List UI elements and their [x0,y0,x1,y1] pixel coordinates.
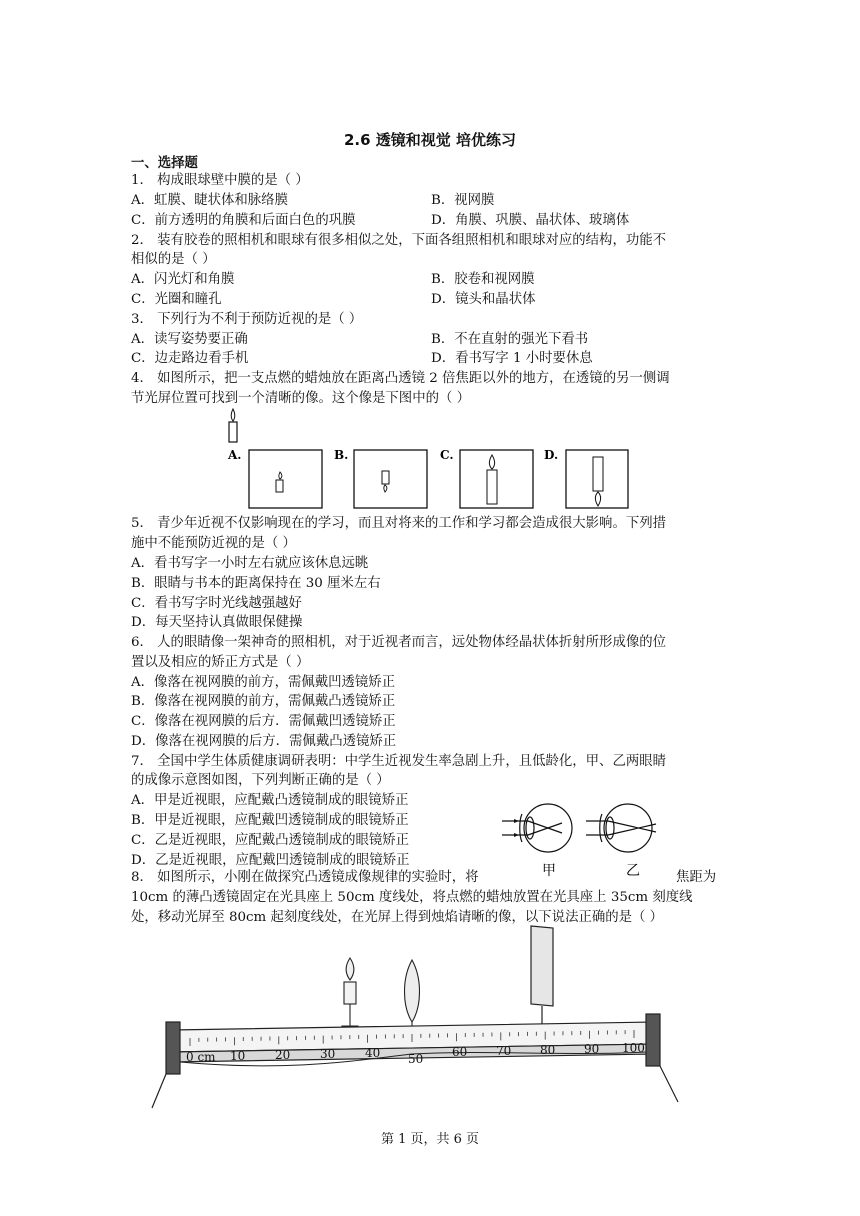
q4-label-d: D. [544,448,559,462]
eye-jia-icon [502,804,572,852]
q3-option-b[interactable]: B．不在直射的强光下看书 [431,332,589,347]
q2-option-a[interactable]: A．闪光灯和角膜 [131,272,235,287]
q3-option-a[interactable]: A．读写姿势要正确 [131,332,248,347]
page-title: 2.6 透镜和视觉 培优练习 [343,131,517,149]
q5-stem-line1: 5． 青少年近视不仅影响现在的学习，而且对将来的工作和学习都会造成很大影响。下列措 [131,516,667,531]
q6-option-a[interactable]: A．像落在视网膜的前方，需佩戴凹透镜矫正 [131,675,396,690]
q8-stem-line2: 10cm 的薄凸透镜固定在光具座上 50cm 度线处，将点燃的蜡烛放置在光具座上 35cm 刻度线 [131,890,693,905]
eye-yi-icon [586,804,656,852]
q2-option-c[interactable]: C．光圈和瞳孔 [131,292,222,307]
q4-label-c: C. [440,448,454,462]
page-footer: 第 1 页，共 6 页 [380,1132,480,1147]
ruler-label-20: 20 [275,1048,291,1062]
q4-option-d-image[interactable] [566,450,628,508]
q4-label-a: A. [228,448,242,462]
q7-stem-line1: 7． 全国中学生体质健康调研表明：中学生近视发生率急剧上升，且低龄化，甲、乙两眼睛 [131,754,667,769]
q2-option-d[interactable]: D．镜头和晶状体 [431,292,536,307]
q7-option-a[interactable]: A．甲是近视眼，应配戴凸透镜制成的眼镜矫正 [131,793,409,808]
q7-option-d[interactable]: D．乙是近视眼，应配戴凹透镜制成的眼镜矫正 [131,853,410,868]
q8-stem-line1b: 焦距为 [676,870,717,885]
ruler-label-10: 10 [230,1049,246,1063]
q4-option-a-image[interactable] [249,450,322,508]
q6-stem-line2: 置以及相应的矫正方式是（ ） [131,655,310,670]
q8-optical-bench-figure [150,922,680,1112]
q7-stem-line2: 的成像示意图如图，下列判断正确的是（ ） [131,773,390,788]
q4-candle-figure [220,405,640,513]
q5-option-d[interactable]: D．每天坚持认真做眼保健操 [131,615,303,630]
q4-option-b-image[interactable] [354,450,427,508]
ruler-label-40: 40 [365,1046,381,1060]
ruler-label-30: 30 [320,1047,336,1061]
q6-stem-line1: 6． 人的眼睛像一架神奇的照相机，对于近视者而言，远处物体经晶状体折射所形成像的位 [131,635,667,650]
q5-option-c[interactable]: C．看书写字时光线越强越好 [131,596,302,611]
q5-option-b[interactable]: B．眼睛与书本的距离保持在 30 厘米左右 [131,576,381,591]
ruler-label-80: 80 [540,1043,556,1057]
q5-option-a[interactable]: A．看书写字一小时左右就应该休息远眺 [131,556,369,571]
ruler-label-50: 50 [408,1052,424,1066]
section-heading: 一、选择题 [131,156,198,171]
ruler-label-90: 90 [584,1042,600,1056]
ruler-label-100: 100 [622,1041,645,1055]
ruler-label-70: 70 [496,1044,512,1058]
q8-stem-line3: 处，移动光屏至 80cm 起刻度线处，在光屏上得到烛焰请晰的像，以下说法正确的是（ ） [131,910,664,925]
q6-option-b[interactable]: B．像落在视网膜的前方，需佩戴凸透镜矫正 [131,694,396,709]
ruler-label-0: 0 cm [186,1050,216,1064]
reference-candle-icon [229,409,237,442]
q4-option-c-image[interactable] [460,450,533,508]
q7-option-b[interactable]: B．甲是近视眼，应配戴凹透镜制成的眼镜矫正 [131,813,409,828]
q7-option-c[interactable]: C．乙是近视眼，应配戴凸透镜制成的眼镜矫正 [131,833,410,848]
eye-label-jia: 甲 [542,863,556,879]
q3-option-c[interactable]: C．边走路边看手机 [131,351,249,366]
eye-label-yi: 乙 [626,863,640,879]
ruler-label-60: 60 [452,1045,468,1059]
q3-stem: 3． 下列行为不利于预防近视的是（ ） [131,312,363,327]
q6-option-c[interactable]: C．像落在视网膜的后方．需佩戴凹透镜矫正 [131,714,396,729]
q8-stem-line1a: 8． 如图所示，小刚在做探究凸透镜成像规律的实验时，将 [131,870,479,885]
q1-option-a[interactable]: A．虹膜、睫状体和脉络膜 [131,193,288,208]
q6-option-d[interactable]: D．像落在视网膜的后方．需佩戴凸透镜矫正 [131,734,397,749]
q1-option-d[interactable]: D．角膜、巩膜、晶状体、玻璃体 [431,213,630,228]
q4-stem-line1: 4． 如图所示，把一支点燃的蜡烛放在距离凸透镜 2 倍焦距以外的地方，在透镜的另一侧调 [131,371,670,386]
q2-stem-line2: 相似的是（ ） [131,252,216,267]
q4-stem-line2: 节光屏位置可找到一个清晰的像。这个像是下图中的（ ） [131,391,471,406]
q1-stem: 1． 构成眼球壁中膜的是（ ） [131,173,309,188]
q1-option-c[interactable]: C．前方透明的角膜和后面白色的巩膜 [131,213,356,228]
q2-option-b[interactable]: B．胶卷和视网膜 [431,272,535,287]
q1-option-b[interactable]: B．视网膜 [431,193,495,208]
q3-option-d[interactable]: D．看书写字 1 小时要休息 [431,351,593,366]
q4-label-b: B. [334,448,349,462]
light-screen-icon [531,926,553,1040]
q5-stem-line2: 施中不能预防近视的是（ ） [131,536,296,551]
q2-stem-line1: 2． 装有胶卷的照相机和眼球有很多相似之处，下面各组照相机和眼球对应的结构，功能不 [131,233,667,248]
q7-eye-diagram [500,790,680,882]
